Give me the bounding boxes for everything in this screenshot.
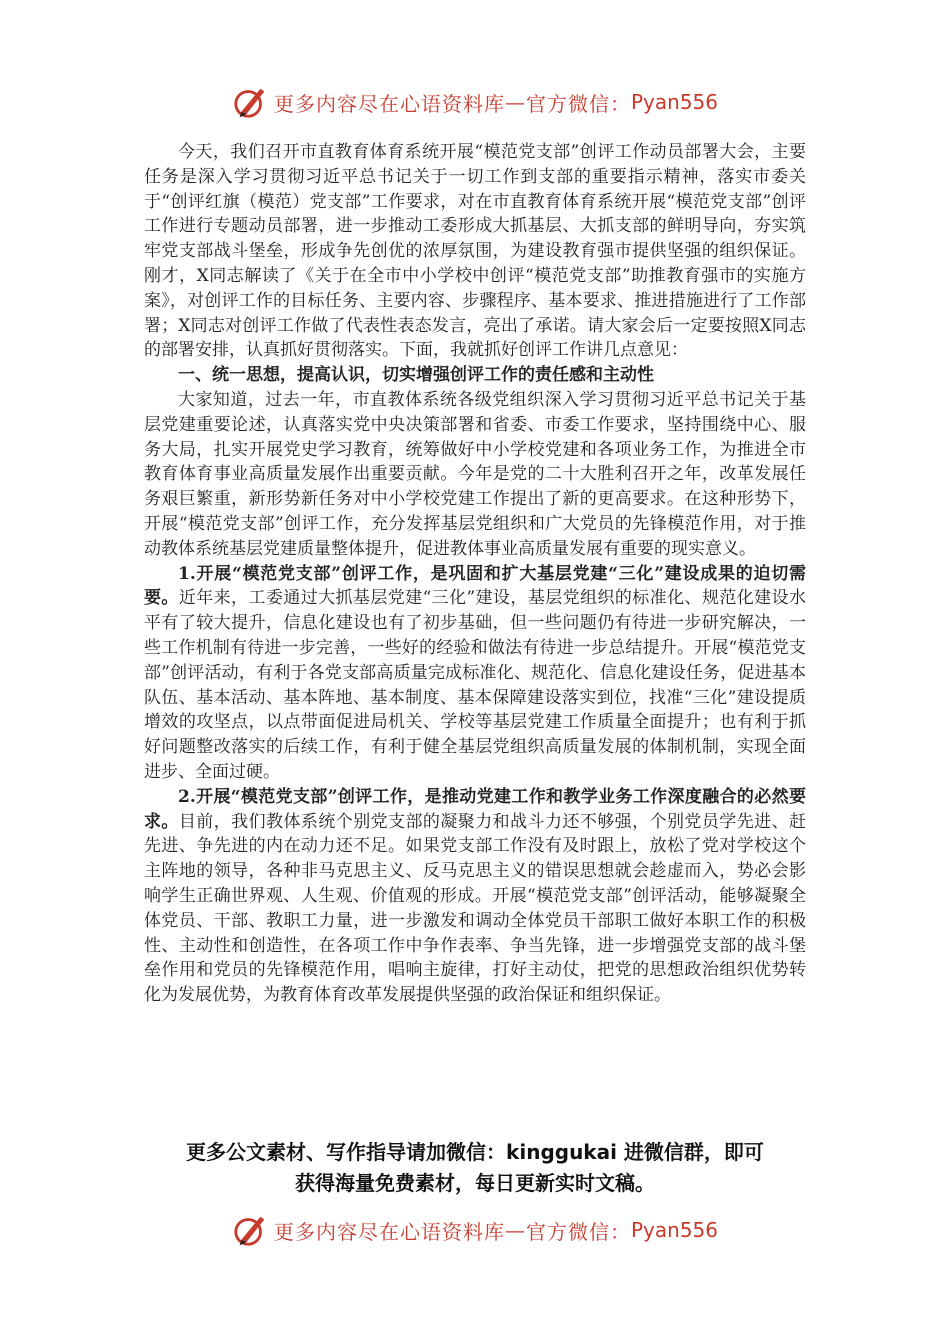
promo-note <box>130 1137 820 1199</box>
point-2-text: 目前，我们教体系统个别党支部的凝聚力和战斗力还不够强，个别党员学先进、赶先进、争先进的内在动力还不足。如果党支部工作没有及时跟上，放松了党对学校这个主阵地的领导，各种非马克思主义、反马克思主义的错误思想就会趁虚而入，势必会影响学生正确世界观、人生观、价值观的形成。开展“模范党支部”创评活动，能够凝聚全体党员、干部、教职工力量，进一步激发和调动全体党员干部职工做好本职工作的积极性、主动性和创造性，在各项工作中争作表率、争当先锋，进一步增强党支部的战斗堡垒作用和党员的先锋模范作用，唱响主旋律，打好主动仗，把党的思想政治组织优势转化为发展优势，为教育体育改革发展提供坚强的政治保证和组织保证。 <box>144 811 807 1006</box>
paragraph-intro: 今天，我们召开市直教育体育系统开展“模范党支部”创评工作动员部署大会，主要任务是深入学习贯彻习近平总书记关于一切工作到支部的重要指示精神，落实市委关于“创评红旗（模范）党支部”工作要求，对在市直教育体育系统开展“模范党支部”创评工作进行专题动员部署，进一步推动工委形成大抓基层、大抓支部的鲜明导向，夯实筑牢党支部战斗堡垒，形成争先创优的浓厚氛围，为建设教育强市提供坚强的组织保证。刚才，X同志解读了《关于在全市中小学校中创评“模范党支部”助推教育强市的实施方案》，对创评工作的目标任务、主要内容、步骤程序、基本要求、推进措施进行了工作部署；X同志对创评工作做了代表性表态发言，亮出了承诺。请大家会后一定要按照X同志的部署安排，认真抓好贯彻落实。下面，我就抓好创评工作讲几点意见： <box>144 142 806 361</box>
pen-logo-icon <box>232 1211 270 1249</box>
wechat-label-footer: 官方微信： <box>525 1219 631 1244</box>
promo-line-2: 获得海量免费素材，每日更新实时文稿。 <box>295 1171 655 1195</box>
point-1-text: 近年来，工委通过大抓基层党建“三化”建设，基层党组织的标准化、规范化建设水平有了较大提升，信息化建设也有了初步基础，但一些问题仍有待进一步研究解决，一些工作机制有待进一步完善，一些好的经验和做法有待进一步总结提升。开展“模范党支部”创评活动，有利于各党支部高质量完成标准化、规范化、信息化建设任务，促进基本队伍、基本活动、基本阵地、基本制度、基本保障建设落实到位，找准“三化”建设提质增效的攻坚点，以点带面促进局机关、学校等基层党建工作质量全面提升；也有利于抓好问题整改落实的后续工作，有利于健全基层党组织高质量发展的体制机制，实现全面进步、全面过硬。 <box>144 588 806 782</box>
footer-banner-inner <box>232 1211 718 1249</box>
paragraph-point-1 <box>144 562 806 785</box>
wechat-id: Pyan556 <box>630 90 718 114</box>
banner-dash: — <box>504 90 526 114</box>
paragraph-point-2 <box>144 785 806 1008</box>
paragraph-background: 大家知道，过去一年，市直教体系统各级党组织深入学习贯彻习近平总书记关于基层党建重要论述，认真落实党中央决策部署和省委、市委工作要求，坚持围绕中心、服务大局，扎实开展党史学习教育，统筹做好中小学校党建和各项业务工作，为推进全市教育体育事业高质量发展作出重要贡献。今年是党的二十大胜利召开之年，改革发展任务艰巨繁重，新形势新任务对中小学校党建工作提出了新的更高要求。在这种形势下，开展“模范党支部”创评工作，充分发挥基层党组织和广大党员的先锋模范作用，对于推动教体系统基层党建质量整体提升，促进教体事业高质量发展有重要的现实意义。 <box>144 389 806 559</box>
wechat-id-footer: Pyan556 <box>630 1218 718 1242</box>
footer-banner <box>0 1210 950 1250</box>
site-name: 更多内容尽在心语资料库 <box>273 91 505 116</box>
article-body <box>144 140 806 1008</box>
header-banner-inner <box>232 83 718 121</box>
promo-line-1: 更多公文素材、写作指导请加微信：kinggukai 进微信群，即可 <box>186 1140 764 1164</box>
site-name-footer: 更多内容尽在心语资料库 <box>273 1219 505 1244</box>
banner-dash-footer: — <box>504 1218 526 1242</box>
point-2-title: 2.开展“模范党支部”创评工作，是推动党建工作和教学业务工作深度融合的必然要求。 <box>144 786 806 832</box>
wechat-label: 官方微信： <box>525 91 631 116</box>
header-banner <box>0 82 950 122</box>
point-1-title: 1.开展“模范党支部”创评工作，是巩固和扩大基层党建“三化”建设成果的迫切需要。 <box>144 563 806 609</box>
pen-logo-icon <box>232 83 270 121</box>
section-heading-1: 一、统一思想，提高认识，切实增强创评工作的责任感和主动性 <box>178 365 654 386</box>
